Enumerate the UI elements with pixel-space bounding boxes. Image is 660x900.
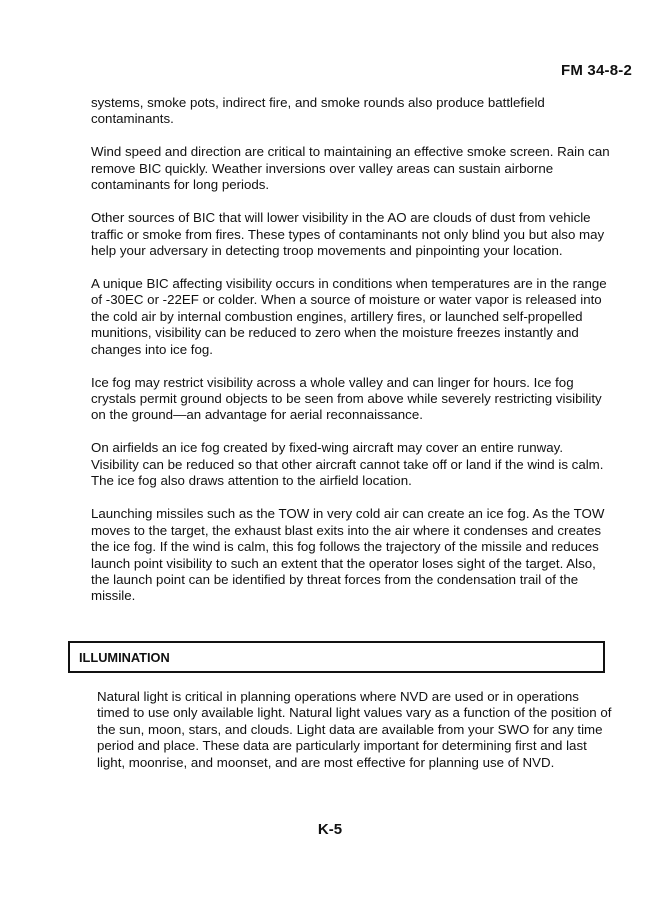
section-heading: ILLUMINATION (79, 649, 170, 665)
paragraph-unique-bic: A unique BIC affecting visibility occurs in conditions when temperatures are in the range of -30EC or -22EF or colder. When a source of moisture or water vapor is released into the cold air by internal combustion engines, artillery fires, or launched self-propelled munitions, visibility can be reduced to zero when the moisture freezes instantly and changes into ice fog. (91, 276, 607, 357)
paragraph-smoke-contaminants: systems, smoke pots, indirect fire, and smoke rounds also produce battlefield contaminants. (91, 95, 545, 127)
body-text (91, 95, 611, 621)
paragraph-illumination: Natural light is critical in planning operations where NVD are used or in operations timed to use only available light. Natural light values vary as a function of the position of the sun, moon, stars, and clouds. Light data are available from your SWO for any time period and place. These data are particularly important for determining first and last light, moonrise, and moonset, and are most effective for planning use of NVD. (97, 689, 612, 770)
paragraph-ice-fog-valley: Ice fog may restrict visibility across a whole valley and can linger for hours. Ice fog crystals permit ground objects to be seen from above while severely restricting visibility on the ground—an advantage for aerial reconnaissance. (91, 374, 602, 423)
section-heading-box (68, 641, 605, 673)
paragraph-other-sources: Other sources of BIC that will lower visibility in the AO are clouds of dust from vehicle traffic or smoke from fires. These types of contaminants not only blind you but also may help your adversary in detecting troop movements and pinpointing your location. (91, 210, 605, 259)
paragraph-airfields: On airfields an ice fog created by fixed-wing aircraft may cover an entire runway. Visibility can be reduced so that other aircraft cannot take off or land if the wind is calm. The ice fog also draws attention to the airfield location. (91, 440, 604, 489)
page-number: K-5 (317, 821, 343, 838)
paragraph-launching-missiles: Launching missiles such as the TOW in very cold air can create an ice fog. As the TOW moves to the target, the exhaust blast exits into the air where it condenses and creates the ice fog. If the wind is calm, this fog follows the trajectory of the missile and reduces launch point visibility to such an extent that the operator loses sight of the target. Also, the launch point can be identified by threat forces from the condensation trail of the missile. (91, 506, 605, 604)
paragraph-wind-speed: Wind speed and direction are critical to maintaining an effective smoke screen. Rain can remove BIC quickly. Weather inversions over valley areas can sustain airborne contaminants for long periods. (91, 144, 610, 193)
document-id: FM 34-8-2 (561, 62, 632, 79)
